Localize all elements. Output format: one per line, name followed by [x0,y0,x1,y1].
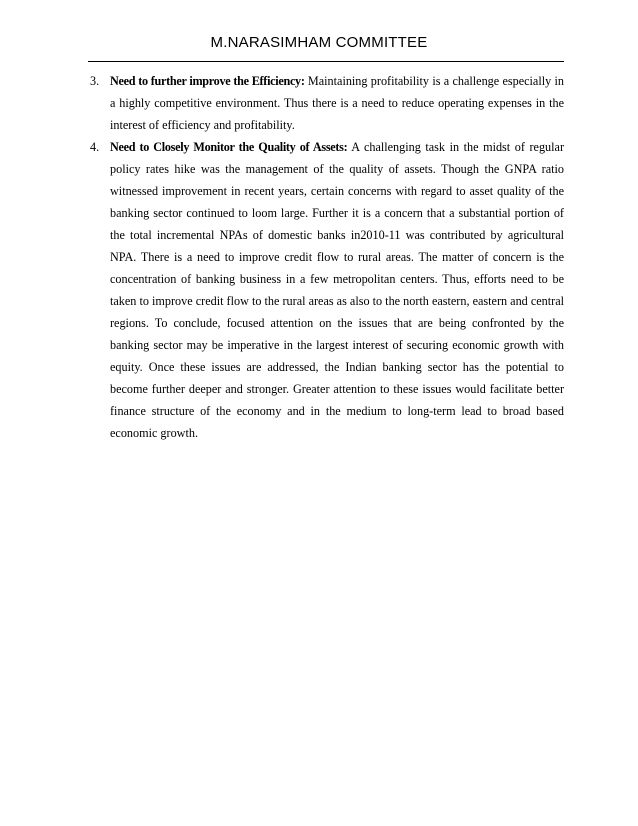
list-item-number: 3. [90,74,100,88]
numbered-list [88,70,564,444]
header-divider [88,61,564,62]
list-item-heading: Need to further improve the Efficiency: [110,74,305,88]
list-item-text: A challenging task in the midst of regular policy rates hike was the management of the quality of assets. Though the GNPA ratio witnessed improvement in recent years, certain concerns with regard to asset quality of the banking sector continued to loom large. Further it is a concern that a substantial portion of the total incremental NPAs of domestic banks in2010-11 was contributed by agricultural NPA. There is a need to improve credit flow to rural areas. The matter of concern is the concentration of banking business in a few metropolitan centers. Thus, efforts need to be taken to improve credit flow to the rural areas as also to the north eastern, eastern and central regions. To conclude, focused attention on the issues that are being confronted by the banking sector may be imperative in the largest interest of securing economic growth with equity. Once these issues are addressed, the Indian banking sector has the potential to become further deeper and stronger. Greater attention to these issues would facilitate better finance structure of the economy and in the medium to long-term lead to broad based economic growth. [110,140,564,440]
list-item [88,70,564,136]
page-header [0,34,638,52]
list-item-heading: Need to Closely Monitor the Quality of Assets: [110,140,348,154]
list-item-body [110,70,564,136]
list-item [88,136,564,444]
list-item-body [110,136,564,444]
list-item-number: 4. [90,140,100,154]
list-item-text: Maintaining profitability is a challenge especially in a highly competitive environment. Thus there is a need to reduce operating expenses in the interest of efficiency and profitability. [110,74,564,132]
header-title: M.NARASIMHAM COMMITTEE [210,34,428,51]
